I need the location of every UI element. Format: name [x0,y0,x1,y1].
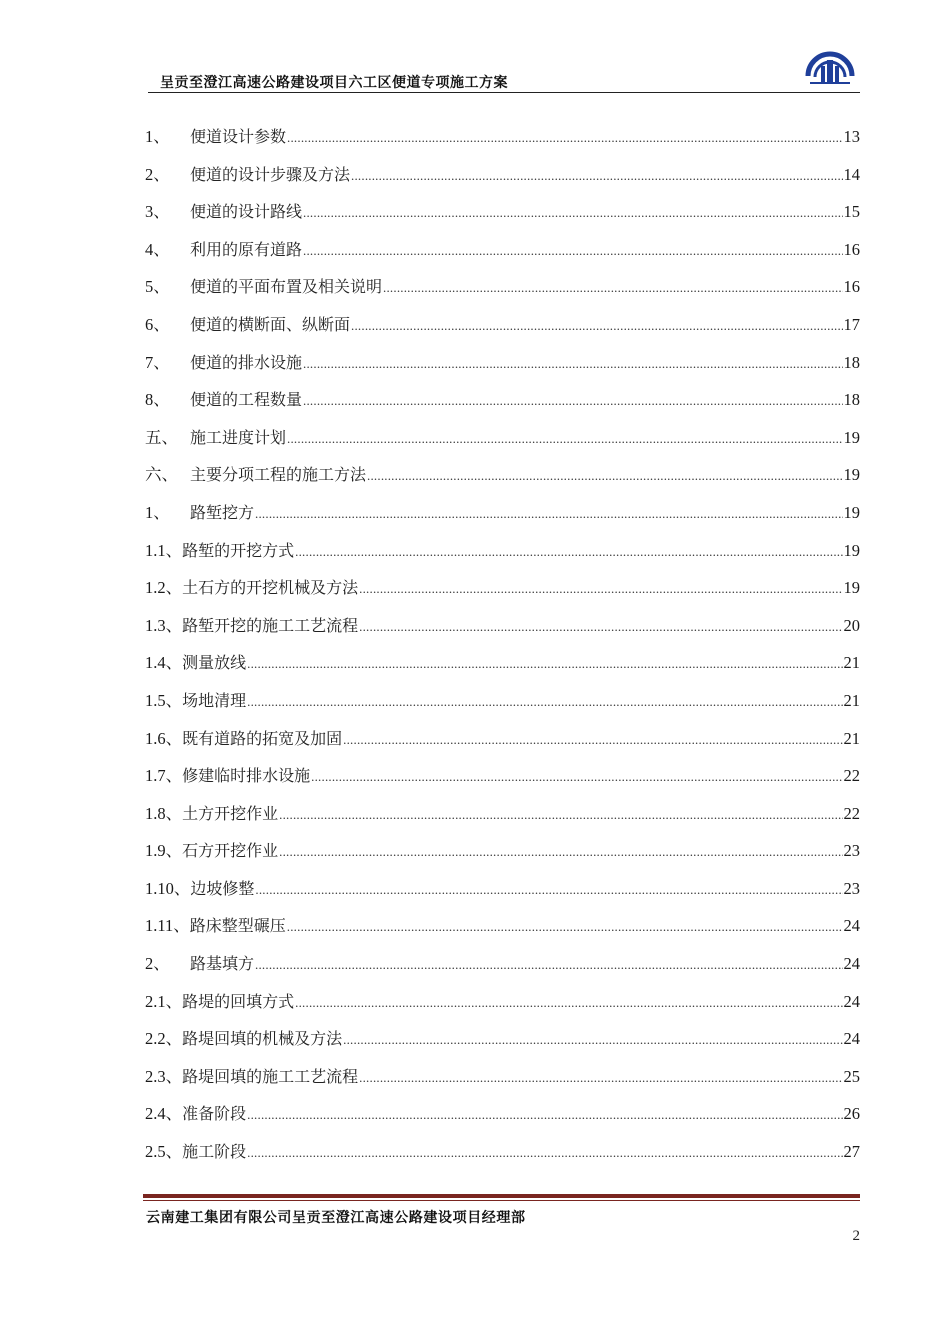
toc-dot-leader [303,232,842,270]
toc-entry-title: 利用的原有道路 [190,239,303,259]
toc-entry[interactable] [145,231,860,269]
toc-dot-leader [303,382,842,420]
toc-dot-leader [287,908,843,946]
toc-entry-title: 边坡修整 [190,878,255,898]
page-footer: 云南建工集团有限公司呈贡至澄江高速公路建设项目经理部 [146,1210,526,1226]
toc-entry-title: 土石方的开挖机械及方法 [182,578,359,598]
toc-entry-page: 22 [843,803,860,823]
toc-entry-title: 土方开挖作业 [182,803,279,823]
toc-entry-number: 2.3、 [145,1066,183,1086]
toc-entry-page: 19 [843,540,860,560]
toc-entry-number: 1.4、 [145,653,183,673]
toc-dot-leader [343,721,842,759]
toc-entry[interactable] [145,1133,860,1171]
toc-entry-page: 27 [843,1142,860,1162]
toc-entry-title: 主要分项工程的施工方法 [190,465,367,485]
toc-entry-number: 2.4、 [145,1104,183,1124]
toc-dot-leader [303,194,842,232]
toc-entry[interactable] [145,1020,860,1058]
toc-entry-number: 1.9、 [145,841,183,861]
company-logo-icon [804,46,856,94]
toc-entry-page: 21 [843,690,860,710]
toc-dot-leader [311,758,842,796]
toc-dot-leader [255,871,842,909]
toc-entry[interactable] [145,268,860,306]
toc-entry-number: 1.2、 [145,578,183,598]
toc-entry-title: 路堑挖方 [190,502,255,522]
toc-entry[interactable] [145,1058,860,1096]
toc-entry-page: 16 [843,277,860,297]
toc-dot-leader [295,984,842,1022]
toc-entry-title: 施工阶段 [182,1142,247,1162]
toc-entry-page: 19 [843,427,860,447]
toc-dot-leader [359,608,842,646]
toc-entry-title: 路堤回填的施工工艺流程 [182,1066,359,1086]
toc-entry[interactable] [145,983,860,1021]
toc-dot-leader [383,269,842,307]
toc-entry-number: 1.6、 [145,728,183,748]
toc-entry-number: 1.8、 [145,803,183,823]
toc-entry-page: 19 [843,465,860,485]
toc-entry-number: 7、 [145,352,170,372]
toc-entry-page: 24 [843,1029,860,1049]
toc-entry-page: 15 [843,202,860,222]
toc-dot-leader [247,683,842,721]
toc-entry-title: 路床整型碾压 [189,916,286,936]
toc-entry[interactable] [145,644,860,682]
toc-entry-number: 8、 [145,390,170,410]
toc-dot-leader [247,1096,842,1134]
toc-entry-number: 2、 [145,164,170,184]
toc-entry-number: 2.2、 [145,1029,183,1049]
toc-entry-page: 24 [843,916,860,936]
toc-entry-title: 路堑开挖的施工工艺流程 [182,615,359,635]
toc-dot-leader [255,946,842,984]
toc-entry-title: 便道设计参数 [190,127,287,146]
toc-entry-title: 场地清理 [182,690,247,710]
footer-rule-thin [143,1200,860,1201]
footer-rule-thick [143,1194,860,1198]
toc-entry[interactable] [145,306,860,344]
toc-dot-leader [359,570,842,608]
toc-entry[interactable] [145,1095,860,1133]
toc-entry[interactable] [145,569,860,607]
toc-entry[interactable] [145,118,860,156]
page-header: 呈贡至澄江高速公路建设项目六工区便道专项施工方案 [160,75,508,91]
toc-dot-leader [287,119,842,157]
toc-entry[interactable] [145,193,860,231]
toc-entry-title: 测量放线 [182,653,247,673]
toc-entry-title: 路堤回填的机械及方法 [182,1029,343,1049]
toc-entry[interactable] [145,870,860,908]
toc-dot-leader [247,1134,842,1172]
toc-entry-number: 3、 [145,202,170,222]
toc-entry-page: 26 [843,1104,860,1124]
toc-dot-leader [255,495,842,533]
toc-entry-number: 2.1、 [145,991,183,1011]
toc-entry-title: 既有道路的拓宽及加固 [182,728,343,748]
toc-entry-page: 20 [843,615,860,635]
toc-dot-leader [303,345,842,383]
toc-entry[interactable] [145,532,860,570]
toc-entry[interactable] [145,682,860,720]
toc-dot-leader [295,533,842,571]
toc-entry-number: 2.5、 [145,1142,183,1162]
toc-entry-title: 便道的设计路线 [190,202,303,222]
toc-entry[interactable] [145,795,860,833]
table-of-contents [145,118,860,1171]
page-number: 2 [852,1228,860,1244]
toc-dot-leader [351,307,842,345]
toc-entry-page: 21 [843,728,860,748]
toc-dot-leader [279,796,842,834]
toc-entry[interactable] [145,344,860,382]
toc-entry-number: 1.11、 [145,916,190,936]
toc-entry[interactable] [145,419,860,457]
toc-entry-number: 4、 [145,239,170,259]
header-rule [148,92,860,93]
toc-entry[interactable] [145,494,860,532]
toc-entry-title: 施工进度计划 [190,427,287,447]
toc-entry-page: 19 [843,578,860,598]
toc-entry-title: 路基填方 [190,954,255,974]
toc-dot-leader [367,457,842,495]
toc-entry-title: 路堑的开挖方式 [182,540,295,560]
toc-entry-number: 1.10、 [145,878,191,898]
toc-entry-title: 修建临时排水设施 [182,766,311,786]
toc-entry-title: 便道的设计步骤及方法 [190,164,351,184]
toc-entry-page: 22 [843,766,860,786]
toc-dot-leader [359,1059,842,1097]
toc-entry-page: 18 [843,390,860,410]
toc-entry-page: 13 [843,127,860,146]
toc-entry-number: 1.3、 [145,615,183,635]
toc-entry[interactable] [145,456,860,494]
toc-entry-number: 1.7、 [145,766,183,786]
toc-entry[interactable] [145,945,860,983]
toc-entry-number: 1、 [145,127,170,146]
toc-entry[interactable] [145,607,860,645]
toc-entry-page: 17 [843,314,860,334]
toc-entry-title: 便道的工程数量 [190,390,303,410]
toc-dot-leader [351,157,842,195]
toc-entry-page: 14 [843,164,860,184]
toc-entry[interactable] [145,156,860,194]
toc-entry-page: 21 [843,653,860,673]
toc-dot-leader [343,1021,842,1059]
toc-entry-page: 24 [843,991,860,1011]
toc-entry-number: 1.5、 [145,690,183,710]
toc-entry-page: 23 [843,878,860,898]
toc-entry-title: 准备阶段 [182,1104,247,1124]
toc-entry-number: 2、 [145,954,170,974]
toc-entry[interactable] [145,381,860,419]
toc-entry-title: 便道的排水设施 [190,352,303,372]
toc-entry-number: 6、 [145,314,170,334]
toc-entry-page: 23 [843,841,860,861]
toc-entry-number: 1.1、 [145,540,183,560]
toc-entry-page: 16 [843,239,860,259]
toc-entry-title: 路堤的回填方式 [182,991,295,1011]
toc-dot-leader [279,833,842,871]
toc-entry[interactable] [145,757,860,795]
toc-entry-page: 18 [843,352,860,372]
toc-dot-leader [287,420,842,458]
toc-entry[interactable] [145,720,860,758]
toc-entry-title: 便道的横断面、纵断面 [190,314,351,334]
toc-entry-number: 1、 [145,502,170,522]
toc-entry-title: 石方开挖作业 [182,841,279,861]
toc-entry[interactable] [145,832,860,870]
toc-entry-page: 24 [843,954,860,974]
toc-entry-number: 5、 [145,277,170,297]
toc-dot-leader [247,645,842,683]
toc-entry-number: 六、 [145,465,178,485]
toc-entry-number: 五、 [145,427,178,447]
toc-entry-page: 19 [843,502,860,522]
toc-entry-title: 便道的平面布置及相关说明 [190,277,383,297]
toc-entry-page: 25 [843,1066,860,1086]
toc-entry[interactable] [145,907,860,945]
